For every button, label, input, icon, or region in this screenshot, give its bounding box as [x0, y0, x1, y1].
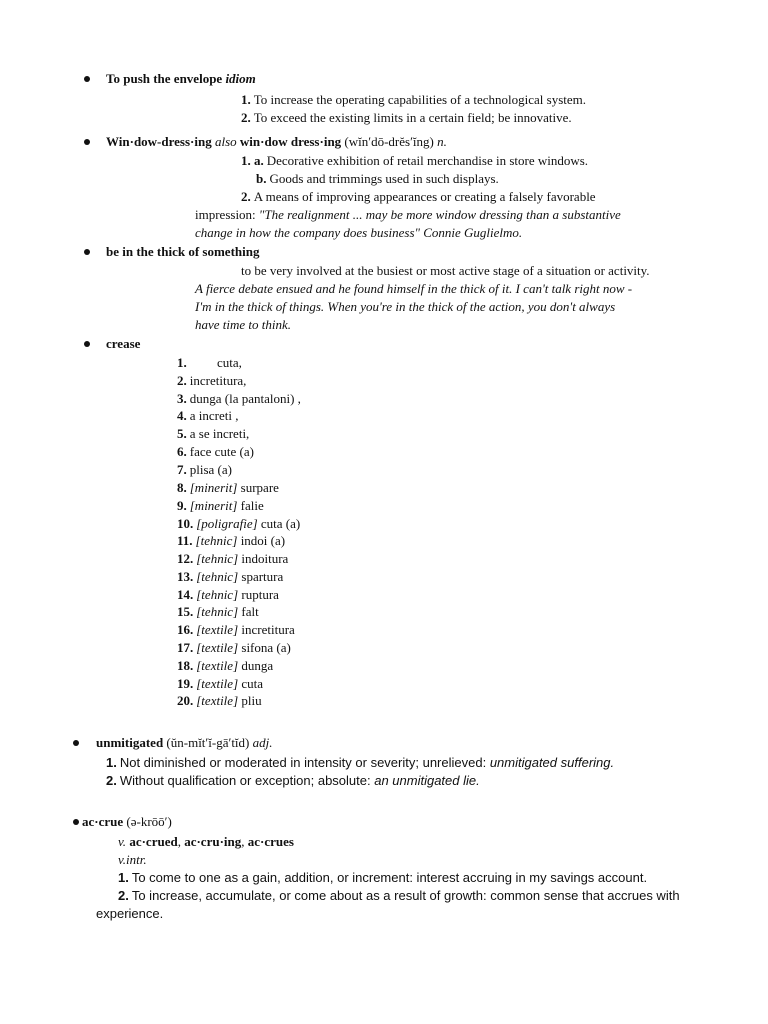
domain-label: [tehnic]	[196, 604, 239, 619]
crease-sense	[177, 657, 273, 675]
variant-headword: win·dow dress·ing	[239, 134, 342, 149]
domain-label: [tehnic]	[196, 551, 239, 566]
part-of-speech: idiom	[225, 71, 256, 86]
sense-text: To increase, accumulate, or come about as a result of growth: common sense that accrues with	[131, 888, 680, 903]
sense-text: To come to one as a gain, addition, or increment: interest accruing in my savings account.	[131, 870, 648, 885]
sense-number: 1. a.	[241, 153, 264, 168]
sense-number: 1.	[241, 92, 251, 107]
domain-label: [textile]	[196, 676, 239, 691]
sense-line	[241, 91, 586, 109]
domain-label: [textile]	[196, 658, 239, 673]
sense-number: 11.	[177, 533, 193, 548]
sense-number: 1.	[118, 870, 129, 885]
sense-number: 1.	[106, 755, 117, 770]
sense-text: falt	[241, 604, 259, 619]
sense-text: indoi (a)	[240, 533, 286, 548]
crease-sense	[177, 390, 301, 408]
crease-sense	[177, 407, 238, 425]
headword: be in the thick of something	[106, 244, 260, 259]
sense-number: 1.	[177, 355, 187, 370]
crease-sense	[177, 550, 288, 568]
sense-text: a se increti,	[189, 426, 250, 441]
bullet	[84, 139, 90, 145]
domain-label: [textile]	[196, 640, 239, 655]
sense-line	[195, 206, 621, 224]
bullet	[84, 249, 90, 255]
crease-sense	[177, 586, 279, 604]
sense-number: 2.	[241, 110, 251, 125]
sense-text: pliu	[241, 693, 262, 708]
part-of-speech: n.	[437, 134, 447, 149]
sense-number: 17.	[177, 640, 194, 655]
sense-line	[106, 772, 480, 790]
sense-text: sifona (a)	[241, 640, 291, 655]
sense-text: impression:	[195, 207, 259, 222]
sense-number: 20.	[177, 693, 194, 708]
bullet	[84, 76, 90, 82]
inflection-line	[118, 833, 294, 851]
sense-line	[118, 869, 647, 887]
part-of-speech: v.	[118, 834, 127, 849]
crease-sense	[177, 354, 242, 372]
sense-text: Goods and trimmings used in such displays.	[269, 171, 499, 186]
sense-text: dunga (la pantaloni) ,	[189, 391, 301, 406]
crease-sense	[177, 603, 259, 621]
sense-number: 16.	[177, 622, 194, 637]
sense-text: indoitura	[241, 551, 289, 566]
example-line: I'm in the thick of things. When you're in the thick of the action, you don't always	[195, 299, 616, 314]
sense-text: Decorative exhibition of retail merchandise in store windows.	[266, 153, 589, 168]
sense-number: 10.	[177, 516, 194, 531]
headword: ac·crue	[82, 814, 124, 829]
sense-number: 14.	[177, 587, 194, 602]
crease-sense	[177, 497, 264, 515]
crease-sense	[177, 425, 249, 443]
sense-text: spartura	[241, 569, 284, 584]
crease-sense	[177, 461, 232, 479]
sense-number: 2.	[118, 888, 129, 903]
sense-text: cuta (a)	[260, 516, 301, 531]
crease-sense	[177, 568, 283, 586]
definition: to be very involved at the busiest or most active stage of a situation or activity.	[241, 263, 650, 278]
separator: ,	[241, 834, 248, 849]
sense-line	[256, 170, 499, 188]
sense-text: surpare	[240, 480, 279, 495]
sense-line	[241, 109, 572, 127]
entry-unmitigated-headword	[96, 734, 273, 752]
sense-text: plisa (a)	[189, 462, 232, 477]
sense-text: Not diminished or moderated in intensity or severity; unrelieved:	[119, 755, 490, 770]
inflected-form: ac·crues	[247, 834, 294, 849]
crease-sense	[177, 692, 262, 710]
domain-label: [tehnic]	[196, 569, 239, 584]
pronunciation: (wĭnʹdō-drĕsʹĭng)	[344, 134, 434, 149]
crease-sense	[177, 443, 254, 461]
sense-number: 7.	[177, 462, 187, 477]
sense-text: falie	[240, 498, 264, 513]
sense-line: experience.	[96, 906, 164, 921]
inflected-form: ac·cru·ing	[184, 834, 242, 849]
entry-window-dressing-headword	[106, 133, 447, 151]
sense-number: 6.	[177, 444, 187, 459]
sense-text: incretitura,	[189, 373, 247, 388]
example-line: have time to think.	[195, 317, 292, 332]
sense-text: Without qualification or exception; absolute:	[119, 773, 375, 788]
domain-label: [tehnic]	[196, 587, 239, 602]
bullet	[73, 819, 79, 825]
also-label: also	[214, 134, 237, 149]
inflected-form: ac·crued	[129, 834, 178, 849]
crease-sense	[177, 621, 295, 639]
headword: crease	[106, 336, 141, 351]
quotation-line: change in how the company does business" Connie Guglielmo.	[195, 225, 523, 240]
sense-text: face cute (a)	[189, 444, 254, 459]
crease-sense	[177, 479, 279, 497]
bullet	[84, 341, 90, 347]
sense-number: 19.	[177, 676, 194, 691]
crease-sense	[177, 532, 285, 550]
sense-line	[118, 887, 680, 905]
sense-line	[106, 754, 614, 772]
sense-number: 4.	[177, 408, 187, 423]
sense-number: 15.	[177, 604, 194, 619]
quotation: "The realignment ... may be more window dressing than a substantive	[258, 207, 621, 222]
sense-number: 13.	[177, 569, 194, 584]
verb-type-label: v.intr.	[118, 852, 147, 867]
crease-sense	[177, 639, 291, 657]
sense-number: 2.	[106, 773, 117, 788]
crease-sense	[177, 515, 300, 533]
domain-label: [textile]	[196, 693, 239, 708]
domain-label: [tehnic]	[195, 533, 238, 548]
sense-text: a increti ,	[189, 408, 239, 423]
example: unmitigated suffering.	[489, 755, 615, 770]
pronunciation: (ŭn-mĭtʹĭ-gāʹtĭd)	[166, 735, 250, 750]
sense-text: ruptura	[241, 587, 279, 602]
sense-text: dunga	[241, 658, 274, 673]
example: an unmitigated lie.	[374, 773, 480, 788]
sense-text: cuta	[241, 676, 264, 691]
sense-number: 2.	[241, 189, 251, 204]
sense-line	[241, 188, 596, 206]
sense-number: 2.	[177, 373, 187, 388]
sense-number: 9.	[177, 498, 187, 513]
sense-text: A means of improving appearances or creating a falsely favorable	[253, 189, 596, 204]
example-line: A fierce debate ensued and he found himself in the thick of it. I can't talk right now -	[195, 281, 633, 296]
sense-number: 18.	[177, 658, 194, 673]
entry-accrue-headword	[82, 813, 172, 831]
sense-line	[241, 152, 588, 170]
sense-number: b.	[256, 171, 267, 186]
crease-sense	[177, 372, 246, 390]
crease-sense	[177, 675, 263, 693]
domain-label: [poligrafie]	[196, 516, 258, 531]
sense-number: 3.	[177, 391, 187, 406]
bullet	[73, 740, 79, 746]
sense-number: 5.	[177, 426, 187, 441]
headword: To push the envelope	[106, 71, 223, 86]
sense-text: incretitura	[241, 622, 295, 637]
headword: unmitigated	[96, 735, 164, 750]
domain-label: [minerit]	[189, 480, 238, 495]
domain-label: [textile]	[196, 622, 239, 637]
entry-push-envelope-headword	[106, 70, 256, 88]
pronunciation: (ə-krōōʹ)	[126, 814, 172, 829]
sense-number: 12.	[177, 551, 194, 566]
part-of-speech: adj.	[252, 735, 273, 750]
sense-text: To exceed the existing limits in a certain field; be innovative.	[253, 110, 572, 125]
sense-text: cuta,	[217, 355, 242, 370]
headword: Win·dow-dress·ing	[106, 134, 212, 149]
sense-number: 8.	[177, 480, 187, 495]
sense-text: To increase the operating capabilities of a technological system.	[253, 92, 587, 107]
separator: ,	[177, 834, 185, 849]
domain-label: [minerit]	[189, 498, 238, 513]
